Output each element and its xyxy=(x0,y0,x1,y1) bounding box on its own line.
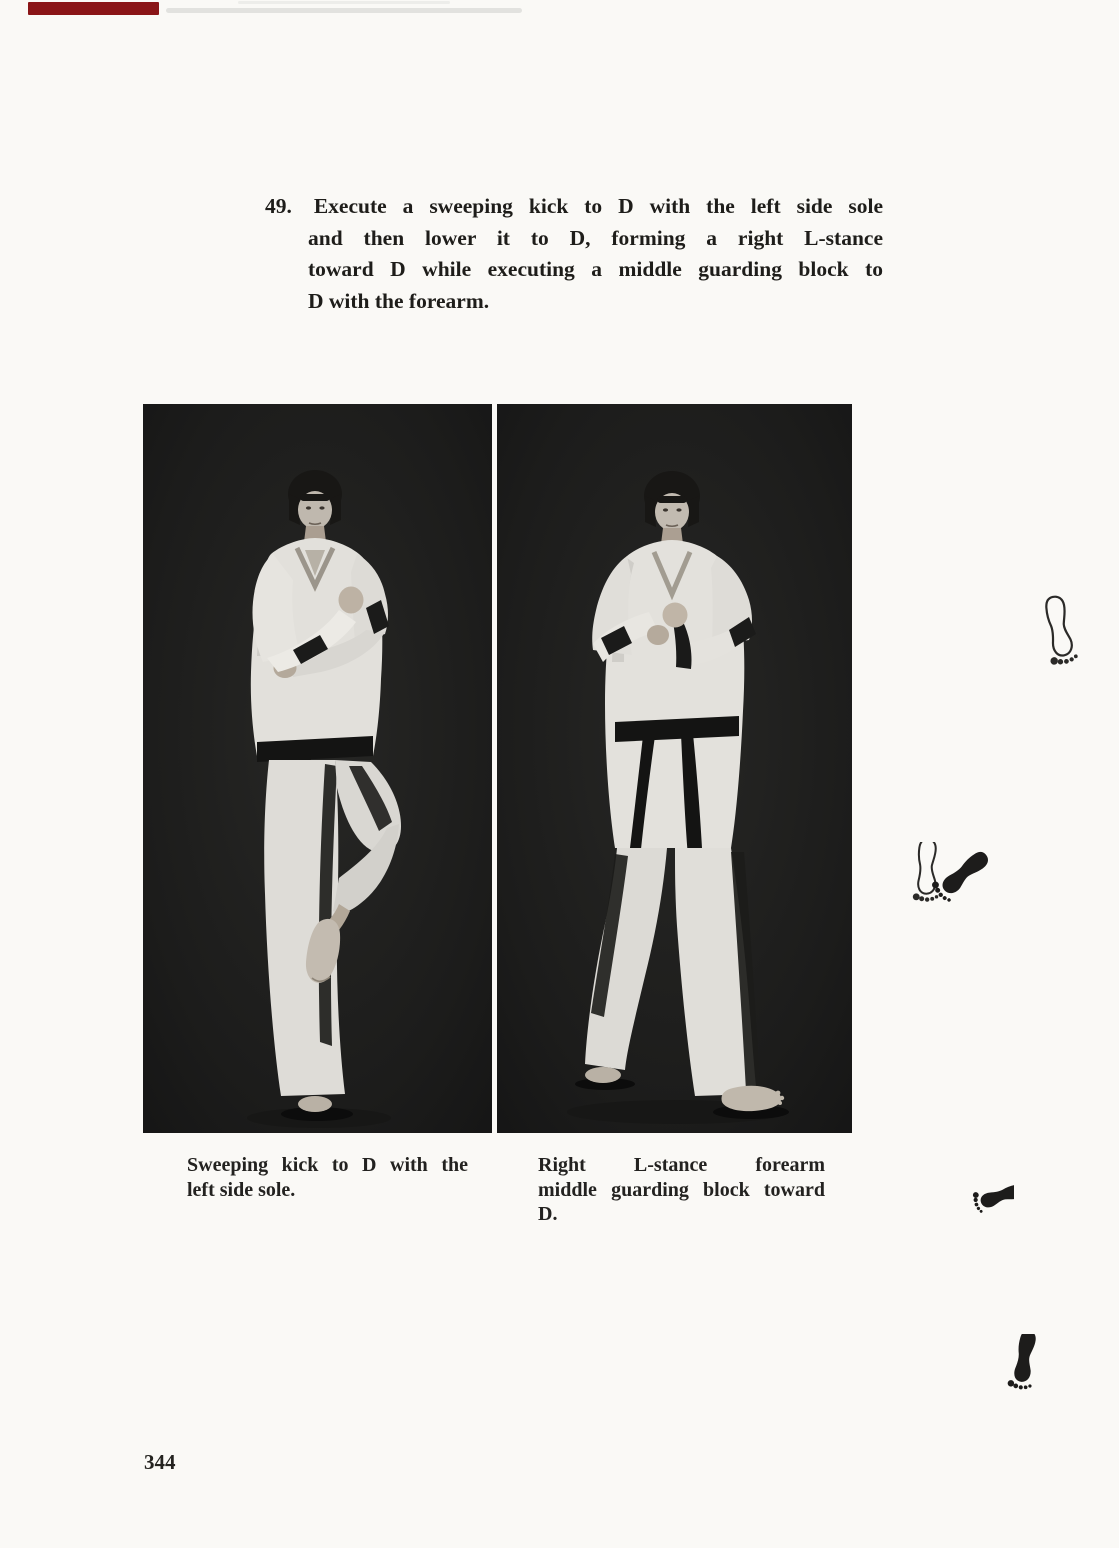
footprint-filled-angled-icon xyxy=(940,1180,1014,1236)
caption-line: D. xyxy=(538,1203,558,1225)
instruction-line: D with the forearm. xyxy=(308,288,490,313)
page-number: 344 xyxy=(144,1450,176,1474)
footprint-outline-icon xyxy=(1028,594,1092,674)
instruction-line: toward D while executing a middle guarding block to xyxy=(308,257,883,281)
scan-artifact-streak xyxy=(166,8,522,13)
caption-left-photo xyxy=(187,1153,468,1202)
caption-line: middle guarding block toward xyxy=(538,1178,825,1201)
step-number: 49. xyxy=(265,194,292,218)
photo-sweeping-kick xyxy=(143,404,492,1133)
instruction-paragraph xyxy=(265,191,883,317)
caption-right-photo xyxy=(538,1153,825,1227)
practitioner-figure-left xyxy=(143,404,492,1133)
instruction-line: and then lower it to D, forming a right L-stance xyxy=(308,225,883,250)
caption-line: left side sole. xyxy=(187,1178,296,1201)
instruction-line xyxy=(265,191,883,223)
scan-artifact-red-bar xyxy=(28,2,159,15)
instruction-text: Execute a sweeping kick to D with the left side sole xyxy=(313,194,883,218)
photo-l-stance-block xyxy=(497,404,852,1133)
footprint-filled-vertical-icon xyxy=(1000,1334,1056,1400)
practitioner-figure-right xyxy=(497,404,852,1133)
footprint-pair-icon xyxy=(906,842,992,916)
scan-artifact-streak-faint xyxy=(238,1,450,4)
caption-line: Sweeping kick to D with the xyxy=(187,1154,468,1176)
caption-line: Right L-stance forearm xyxy=(538,1154,825,1176)
